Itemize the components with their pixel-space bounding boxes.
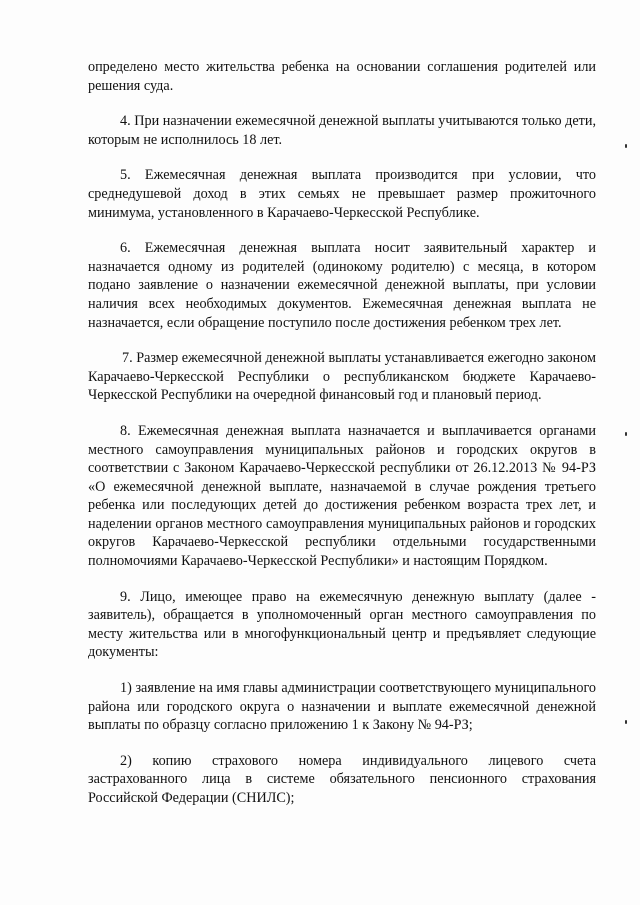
scan-speck [625, 432, 627, 436]
paragraph-4: 4. При назначении ежемесячной денежной выплаты учитываются только дети, которым не исполнилось 18 лет. [88, 113, 596, 148]
paragraph-9: 9. Лицо, имеющее право на ежемесячную денежную выплату (далее - заявитель), обращается в уполномоченный орган местного самоуправления по месту жительства или в многофункциональный центр и предъявляет следующие документы: [88, 588, 596, 661]
paragraph-continuation: определено место жительства ребенка на основании соглашения родителей или решения суда. [88, 59, 596, 94]
paragraph-5: 5. Ежемесячная денежная выплата производится при условии, что среднедушевой доход в этих семьях не превышает размер прожиточного минимума, установленного в Карачаево-Черкесской Республике. [88, 167, 596, 221]
scan-speck [625, 720, 627, 724]
paragraph-7: 7. Размер ежемесячной денежной выплаты устанавливается ежегодно законом Карачаево-Черкесской Республики о республиканском бюджете Карачаево-Черкесской Республики на очередной финансовый год и плановый период. [88, 350, 596, 404]
paragraph-6: 6. Ежемесячная денежная выплата носит заявительный характер и назначается одному из родителей (одинокому родителю) с месяца, в котором подано заявление о назначении ежемесячной денежной выплаты, при условии наличия всех необходимых документов. Ежемесячная денежная выплата не назначается, если обращение поступило после достижения ребенком трех лет. [88, 240, 596, 331]
paragraph-8: 8. Ежемесячная денежная выплата назначается и выплачивается органами местного самоуправления муниципальных районов и городских округов в соответствии с Законом Карачаево-Черкесской республики от 26.12.2013 № 94-РЗ «О ежемесячной денежной выплате, назначаемой в случае рождения третьего ребенка или последующих детей до достижения ребенком возраста трех лет, и наделении органов местного самоуправления муниципальных районов и городских округов Карачаево-Черкесской республики отдельными государственными полномочиями Карачаево-Черкесской Республики» и настоящим Порядком. [88, 422, 596, 570]
document-body [88, 58, 596, 825]
paragraph-9-item-2: 2) копию страхового номера индивидуального лицевого счета застрахованного лица в системе обязательного пенсионного страхования Российской Федерации (СНИЛС); [88, 752, 596, 806]
scan-speck [625, 144, 627, 148]
paragraph-9-item-1: 1) заявление на имя главы администрации соответствующего муниципального района или городского округа о назначении и выплате ежемесячной денежной выплаты по образцу согласно приложению 1 к Закону № 94-РЗ; [88, 680, 596, 734]
